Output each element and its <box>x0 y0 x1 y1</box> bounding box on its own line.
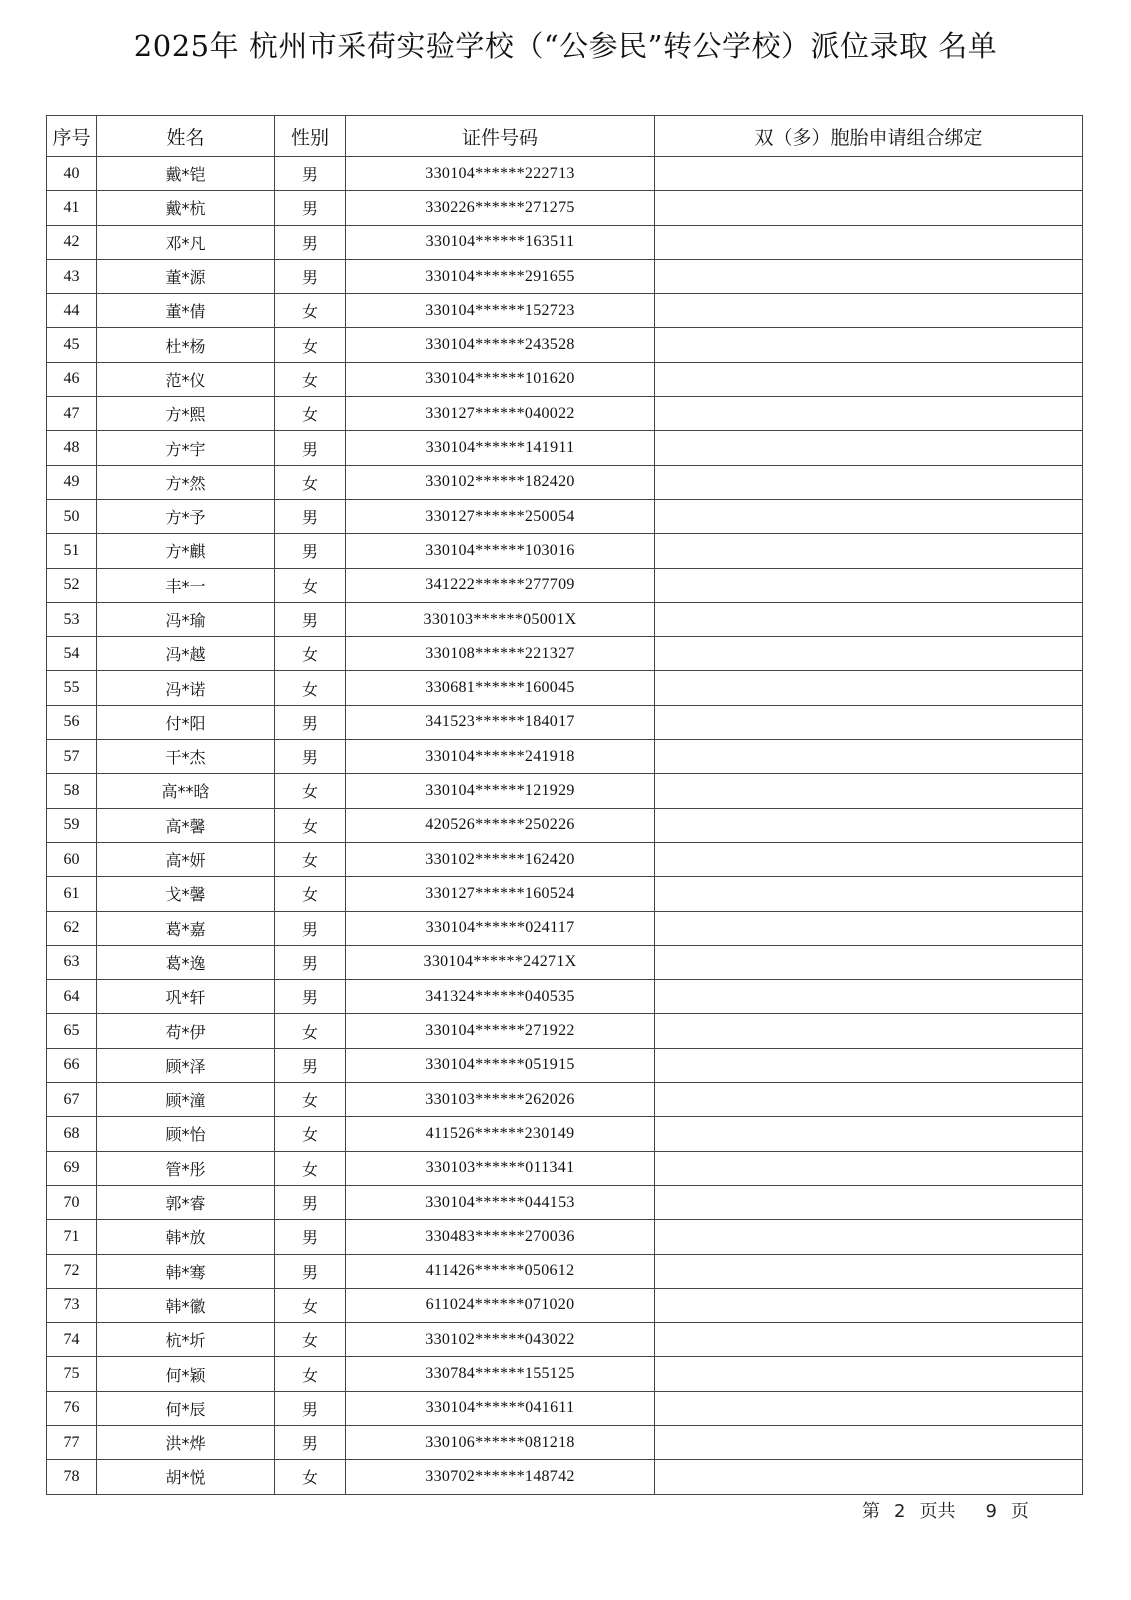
cell-name: 戈*馨 <box>97 877 275 911</box>
cell-seq: 66 <box>47 1048 97 1082</box>
table-row <box>47 157 1083 191</box>
table-row <box>47 774 1083 808</box>
table-row <box>47 602 1083 636</box>
cell-gender: 女 <box>275 808 346 842</box>
cell-gender: 男 <box>275 431 346 465</box>
cell-id-number: 330127******250054 <box>346 499 655 533</box>
header-name: 姓名 <box>97 116 275 157</box>
cell-id-number: 330102******182420 <box>346 465 655 499</box>
cell-seq: 59 <box>47 808 97 842</box>
cell-name: 方*麒 <box>97 534 275 568</box>
cell-id-number: 330104******152723 <box>346 294 655 328</box>
cell-gender: 男 <box>275 1254 346 1288</box>
cell-name: 戴*杭 <box>97 191 275 225</box>
cell-name: 苟*伊 <box>97 1014 275 1048</box>
cell-twin-binding <box>655 774 1083 808</box>
cell-seq: 48 <box>47 431 97 465</box>
table-row <box>47 671 1083 705</box>
cell-name: 方*宇 <box>97 431 275 465</box>
cell-seq: 58 <box>47 774 97 808</box>
cell-id-number: 330104******103016 <box>346 534 655 568</box>
cell-id-number: 330127******160524 <box>346 877 655 911</box>
cell-gender: 男 <box>275 157 346 191</box>
cell-id-number: 341523******184017 <box>346 705 655 739</box>
cell-id-number: 330104******24271X <box>346 945 655 979</box>
table-row <box>47 328 1083 362</box>
table-row <box>47 1425 1083 1459</box>
cell-id-number: 330104******051915 <box>346 1048 655 1082</box>
cell-id-number: 330104******222713 <box>346 157 655 191</box>
table-row <box>47 191 1083 225</box>
table-row <box>47 1185 1083 1219</box>
cell-id-number: 330104******141911 <box>346 431 655 465</box>
cell-seq: 75 <box>47 1357 97 1391</box>
cell-name: 杜*杨 <box>97 328 275 362</box>
cell-name: 丰*一 <box>97 568 275 602</box>
cell-seq: 47 <box>47 397 97 431</box>
cell-twin-binding <box>655 602 1083 636</box>
cell-gender: 男 <box>275 191 346 225</box>
cell-seq: 72 <box>47 1254 97 1288</box>
cell-seq: 70 <box>47 1185 97 1219</box>
cell-name: 顾*怡 <box>97 1117 275 1151</box>
cell-twin-binding <box>655 980 1083 1014</box>
cell-twin-binding <box>655 294 1083 328</box>
table-row <box>47 431 1083 465</box>
cell-name: 方*予 <box>97 499 275 533</box>
cell-name: 韩*骞 <box>97 1254 275 1288</box>
table-row <box>47 911 1083 945</box>
cell-twin-binding <box>655 1460 1083 1494</box>
cell-id-number: 330104******121929 <box>346 774 655 808</box>
cell-seq: 61 <box>47 877 97 911</box>
cell-twin-binding <box>655 1254 1083 1288</box>
cell-twin-binding <box>655 671 1083 705</box>
cell-seq: 63 <box>47 945 97 979</box>
table-row <box>47 534 1083 568</box>
cell-twin-binding <box>655 1048 1083 1082</box>
cell-gender: 男 <box>275 1391 346 1425</box>
cell-name: 韩*徽 <box>97 1288 275 1322</box>
cell-name: 杭*圻 <box>97 1323 275 1357</box>
cell-twin-binding <box>655 259 1083 293</box>
cell-gender: 女 <box>275 877 346 911</box>
table-row <box>47 637 1083 671</box>
cell-gender: 男 <box>275 705 346 739</box>
cell-id-number: 330102******162420 <box>346 842 655 876</box>
table-body <box>47 157 1083 1495</box>
cell-gender: 女 <box>275 1014 346 1048</box>
cell-gender: 女 <box>275 1357 346 1391</box>
cell-gender: 女 <box>275 1460 346 1494</box>
cell-seq: 51 <box>47 534 97 568</box>
cell-name: 冯*诺 <box>97 671 275 705</box>
cell-twin-binding <box>655 842 1083 876</box>
cell-id-number: 330104******024117 <box>346 911 655 945</box>
cell-twin-binding <box>655 191 1083 225</box>
cell-id-number: 330681******160045 <box>346 671 655 705</box>
table-row <box>47 1323 1083 1357</box>
table-row <box>47 499 1083 533</box>
cell-gender: 男 <box>275 499 346 533</box>
cell-name: 邓*凡 <box>97 225 275 259</box>
cell-twin-binding <box>655 1083 1083 1117</box>
cell-name: 郭*睿 <box>97 1185 275 1219</box>
cell-seq: 67 <box>47 1083 97 1117</box>
footer-suffix: 页 <box>1010 1501 1029 1522</box>
cell-name: 巩*轩 <box>97 980 275 1014</box>
table-row <box>47 980 1083 1014</box>
table-row <box>47 568 1083 602</box>
cell-twin-binding <box>655 945 1083 979</box>
table-row <box>47 294 1083 328</box>
cell-seq: 68 <box>47 1117 97 1151</box>
cell-name: 董*源 <box>97 259 275 293</box>
cell-seq: 69 <box>47 1151 97 1185</box>
cell-gender: 男 <box>275 602 346 636</box>
cell-seq: 44 <box>47 294 97 328</box>
cell-id-number: 330104******271922 <box>346 1014 655 1048</box>
table-row <box>47 740 1083 774</box>
cell-seq: 50 <box>47 499 97 533</box>
table-row <box>47 1288 1083 1322</box>
cell-gender: 女 <box>275 1151 346 1185</box>
cell-name: 管*彤 <box>97 1151 275 1185</box>
cell-id-number: 330108******221327 <box>346 637 655 671</box>
cell-twin-binding <box>655 225 1083 259</box>
cell-seq: 53 <box>47 602 97 636</box>
cell-seq: 43 <box>47 259 97 293</box>
cell-name: 何*辰 <box>97 1391 275 1425</box>
cell-gender: 女 <box>275 294 346 328</box>
cell-gender: 女 <box>275 1117 346 1151</box>
cell-seq: 56 <box>47 705 97 739</box>
cell-twin-binding <box>655 911 1083 945</box>
cell-twin-binding <box>655 1014 1083 1048</box>
cell-name: 干*杰 <box>97 740 275 774</box>
cell-id-number: 330483******270036 <box>346 1220 655 1254</box>
table-row <box>47 842 1083 876</box>
footer-middle: 页共 <box>919 1501 956 1522</box>
header-twin-binding: 双（多）胞胎申请组合绑定 <box>655 116 1083 157</box>
cell-twin-binding <box>655 705 1083 739</box>
cell-name: 冯*瑜 <box>97 602 275 636</box>
cell-seq: 49 <box>47 465 97 499</box>
cell-twin-binding <box>655 499 1083 533</box>
table-row <box>47 259 1083 293</box>
cell-id-number: 330104******101620 <box>346 362 655 396</box>
cell-gender: 男 <box>275 225 346 259</box>
cell-seq: 45 <box>47 328 97 362</box>
cell-seq: 60 <box>47 842 97 876</box>
cell-id-number: 330127******040022 <box>346 397 655 431</box>
cell-id-number: 330226******271275 <box>346 191 655 225</box>
cell-id-number: 330104******163511 <box>346 225 655 259</box>
table-row <box>47 1391 1083 1425</box>
cell-seq: 64 <box>47 980 97 1014</box>
cell-id-number: 330702******148742 <box>346 1460 655 1494</box>
cell-gender: 女 <box>275 842 346 876</box>
cell-id-number: 411426******050612 <box>346 1254 655 1288</box>
table-row <box>47 362 1083 396</box>
cell-seq: 40 <box>47 157 97 191</box>
cell-seq: 77 <box>47 1425 97 1459</box>
cell-name: 冯*越 <box>97 637 275 671</box>
cell-id-number: 411526******230149 <box>346 1117 655 1151</box>
cell-twin-binding <box>655 431 1083 465</box>
table-row <box>47 1048 1083 1082</box>
cell-id-number: 611024******071020 <box>346 1288 655 1322</box>
cell-gender: 男 <box>275 534 346 568</box>
cell-name: 戴*铠 <box>97 157 275 191</box>
cell-gender: 女 <box>275 774 346 808</box>
page-footer <box>862 1497 1029 1523</box>
table-row <box>47 397 1083 431</box>
cell-twin-binding <box>655 1117 1083 1151</box>
cell-twin-binding <box>655 534 1083 568</box>
cell-twin-binding <box>655 1185 1083 1219</box>
cell-name: 韩*放 <box>97 1220 275 1254</box>
cell-gender: 男 <box>275 259 346 293</box>
cell-gender: 女 <box>275 1323 346 1357</box>
cell-twin-binding <box>655 465 1083 499</box>
cell-name: 范*仪 <box>97 362 275 396</box>
table-row <box>47 877 1083 911</box>
cell-seq: 65 <box>47 1014 97 1048</box>
cell-twin-binding <box>655 1323 1083 1357</box>
cell-id-number: 330103******011341 <box>346 1151 655 1185</box>
table-row <box>47 1117 1083 1151</box>
cell-twin-binding <box>655 1288 1083 1322</box>
cell-gender: 男 <box>275 1220 346 1254</box>
header-id-number: 证件号码 <box>346 116 655 157</box>
table-row <box>47 945 1083 979</box>
cell-seq: 78 <box>47 1460 97 1494</box>
cell-twin-binding <box>655 1357 1083 1391</box>
cell-twin-binding <box>655 637 1083 671</box>
table-row <box>47 705 1083 739</box>
cell-gender: 男 <box>275 740 346 774</box>
cell-gender: 女 <box>275 637 346 671</box>
cell-seq: 55 <box>47 671 97 705</box>
cell-name: 方*然 <box>97 465 275 499</box>
cell-gender: 男 <box>275 1185 346 1219</box>
cell-id-number: 330104******291655 <box>346 259 655 293</box>
cell-twin-binding <box>655 328 1083 362</box>
cell-seq: 76 <box>47 1391 97 1425</box>
cell-id-number: 420526******250226 <box>346 808 655 842</box>
cell-id-number: 330103******05001X <box>346 602 655 636</box>
cell-twin-binding <box>655 1151 1083 1185</box>
cell-gender: 男 <box>275 911 346 945</box>
cell-name: 高**晗 <box>97 774 275 808</box>
cell-id-number: 330102******043022 <box>346 1323 655 1357</box>
admission-table <box>46 115 1083 1495</box>
cell-gender: 女 <box>275 1083 346 1117</box>
cell-seq: 54 <box>47 637 97 671</box>
cell-seq: 42 <box>47 225 97 259</box>
cell-gender: 女 <box>275 465 346 499</box>
cell-gender: 男 <box>275 1425 346 1459</box>
table-row <box>47 1151 1083 1185</box>
cell-gender: 女 <box>275 1288 346 1322</box>
table-row <box>47 1254 1083 1288</box>
cell-name: 洪*烨 <box>97 1425 275 1459</box>
cell-twin-binding <box>655 362 1083 396</box>
cell-id-number: 330104******243528 <box>346 328 655 362</box>
cell-seq: 46 <box>47 362 97 396</box>
cell-id-number: 330103******262026 <box>346 1083 655 1117</box>
footer-total-pages: 9 <box>985 1501 997 1522</box>
cell-twin-binding <box>655 808 1083 842</box>
cell-id-number: 330784******155125 <box>346 1357 655 1391</box>
cell-gender: 女 <box>275 397 346 431</box>
cell-twin-binding <box>655 157 1083 191</box>
table-row <box>47 1357 1083 1391</box>
cell-gender: 男 <box>275 980 346 1014</box>
cell-twin-binding <box>655 397 1083 431</box>
cell-name: 高*妍 <box>97 842 275 876</box>
cell-gender: 女 <box>275 568 346 602</box>
cell-seq: 57 <box>47 740 97 774</box>
cell-name: 董*倩 <box>97 294 275 328</box>
cell-name: 高*馨 <box>97 808 275 842</box>
cell-name: 顾*潼 <box>97 1083 275 1117</box>
cell-name: 葛*嘉 <box>97 911 275 945</box>
cell-twin-binding <box>655 568 1083 602</box>
cell-seq: 62 <box>47 911 97 945</box>
table-row <box>47 808 1083 842</box>
cell-twin-binding <box>655 877 1083 911</box>
cell-seq: 71 <box>47 1220 97 1254</box>
cell-twin-binding <box>655 740 1083 774</box>
cell-gender: 女 <box>275 328 346 362</box>
table-row <box>47 465 1083 499</box>
cell-id-number: 330106******081218 <box>346 1425 655 1459</box>
cell-seq: 74 <box>47 1323 97 1357</box>
cell-id-number: 330104******044153 <box>346 1185 655 1219</box>
cell-name: 何*颖 <box>97 1357 275 1391</box>
cell-gender: 女 <box>275 671 346 705</box>
cell-twin-binding <box>655 1391 1083 1425</box>
footer-prefix: 第 <box>862 1501 880 1522</box>
cell-name: 葛*逸 <box>97 945 275 979</box>
table-row <box>47 1220 1083 1254</box>
cell-name: 付*阳 <box>97 705 275 739</box>
cell-name: 方*熙 <box>97 397 275 431</box>
table-row <box>47 1083 1083 1117</box>
header-seq: 序号 <box>47 116 97 157</box>
cell-name: 顾*泽 <box>97 1048 275 1082</box>
footer-page-number: 2 <box>894 1501 906 1522</box>
cell-gender: 女 <box>275 362 346 396</box>
cell-seq: 41 <box>47 191 97 225</box>
cell-seq: 52 <box>47 568 97 602</box>
cell-id-number: 330104******241918 <box>346 740 655 774</box>
table-header-row <box>47 116 1083 157</box>
table-row <box>47 1460 1083 1494</box>
cell-id-number: 341222******277709 <box>346 568 655 602</box>
cell-seq: 73 <box>47 1288 97 1322</box>
table-row <box>47 1014 1083 1048</box>
header-gender: 性别 <box>275 116 346 157</box>
cell-gender: 男 <box>275 945 346 979</box>
cell-id-number: 330104******041611 <box>346 1391 655 1425</box>
cell-id-number: 341324******040535 <box>346 980 655 1014</box>
cell-gender: 男 <box>275 1048 346 1082</box>
table-row <box>47 225 1083 259</box>
cell-twin-binding <box>655 1220 1083 1254</box>
cell-name: 胡*悦 <box>97 1460 275 1494</box>
cell-twin-binding <box>655 1425 1083 1459</box>
page-title: 2025年 杭州市采荷实验学校（“公参民”转公学校）派位录取 名单 <box>133 29 998 63</box>
